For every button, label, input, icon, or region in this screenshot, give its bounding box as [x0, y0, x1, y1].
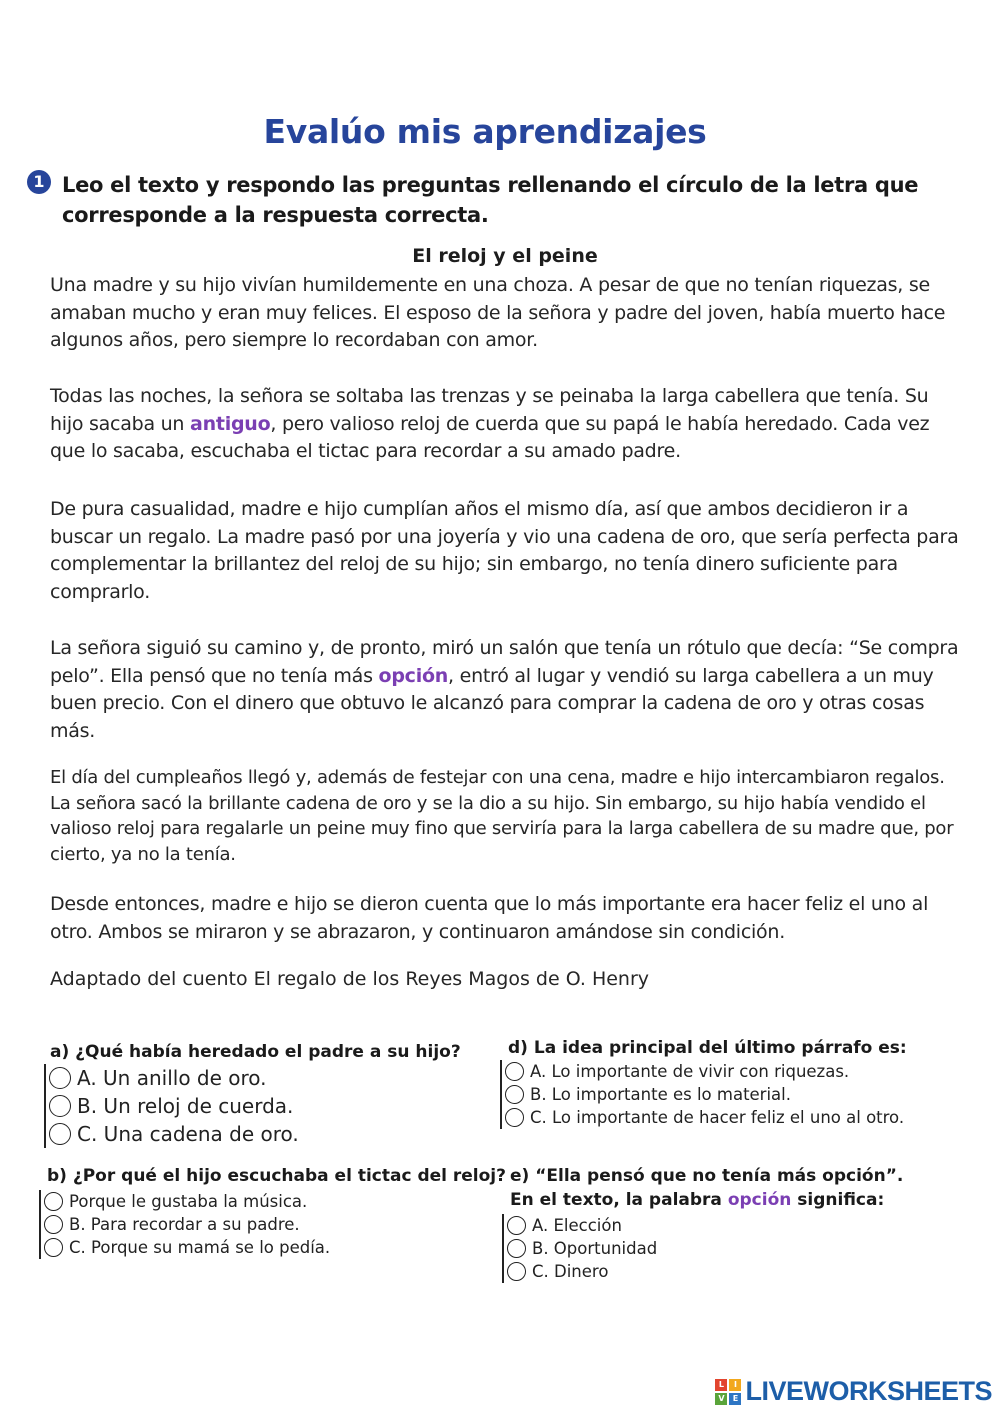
question-b-options	[39, 1190, 506, 1259]
logo-letter: E	[729, 1393, 741, 1405]
question-a-option-a[interactable]	[46, 1064, 461, 1092]
radio-circle[interactable]	[505, 1108, 524, 1127]
question-d-option-b[interactable]	[502, 1083, 907, 1106]
radio-circle[interactable]	[505, 1062, 524, 1081]
question-a-title: a) ¿Qué había heredado el padre a su hijo?	[50, 1042, 461, 1062]
option-label: A. Elección	[532, 1216, 622, 1235]
liveworksheets-watermark	[715, 1376, 992, 1407]
story-paragraph-2	[50, 383, 965, 466]
question-a-options	[44, 1064, 461, 1148]
radio-circle[interactable]	[49, 1067, 71, 1089]
question-e-option-b[interactable]	[504, 1237, 903, 1260]
option-label: Porque le gustaba la música.	[69, 1192, 308, 1211]
question-d-title: d) La idea principal del último párrafo es:	[508, 1038, 907, 1058]
story-paragraph-3: De pura casualidad, madre e hijo cumplían años el mismo día, así que ambos decidieron ir a buscar un regalo. La madre pasó por una joyería y vio una cadena de oro, que sería perfecta para complementar la brillantez del reloj de su hijo; sin embargo, no tenía dinero suficiente para comprarlo.	[50, 498, 959, 603]
logo-letter: I	[729, 1379, 741, 1391]
question-b-title: b) ¿Por qué el hijo escuchaba el tictac del reloj?	[47, 1166, 506, 1186]
paragraph-text: Todas las noches, la señora se soltaba las trenzas y se peinaba la larga cabellera que tenía. Su hijo sacaba un	[50, 385, 929, 435]
story-paragraph-6: Desde entonces, madre e hijo se dieron cuenta que lo más importante era hacer feliz el uno al otro. Ambos se miraron y se abrazaron, y continuaron amándose sin condición.	[50, 893, 929, 943]
radio-circle[interactable]	[44, 1238, 63, 1257]
instruction-number-badge: 1	[27, 170, 51, 194]
highlighted-word-antiguo: antiguo	[190, 412, 271, 435]
story-title: El reloj y el peine	[412, 245, 598, 267]
option-label: B. Oportunidad	[532, 1239, 658, 1258]
radio-circle[interactable]	[507, 1239, 526, 1258]
highlighted-word-opcion: opción	[727, 1190, 792, 1210]
paragraph-text: , pero valioso reloj de cuerda que su papá le había heredado. Cada vez que lo sacaba, escuchaba el tictac para recordar a su amado padre.	[50, 412, 930, 462]
question-a-option-c[interactable]	[46, 1120, 461, 1148]
story-source: Adaptado del cuento El regalo de los Reyes Magos de O. Henry	[50, 968, 650, 990]
question-d	[508, 1036, 907, 1129]
question-e-option-c[interactable]	[504, 1260, 903, 1283]
story-paragraph-4	[50, 635, 965, 745]
question-b-option-c[interactable]	[41, 1236, 506, 1259]
question-b	[47, 1164, 506, 1259]
option-label: C. Porque su mamá se lo pedía.	[69, 1238, 331, 1257]
instruction-text: Leo el texto y respondo las preguntas rellenando el círculo de la letra que corresponde a la respuesta correcta.	[62, 173, 919, 227]
option-label: B. Para recordar a su padre.	[69, 1215, 300, 1234]
paragraph-text: La señora siguió su camino y, de pronto, miró un salón que tenía un rótulo que decía: “Se compra pelo”. Ella pensó que no tenía más	[50, 637, 959, 687]
question-b-option-b[interactable]	[41, 1213, 506, 1236]
option-label: C. Dinero	[532, 1262, 609, 1281]
radio-circle[interactable]	[507, 1216, 526, 1235]
question-d-option-a[interactable]	[502, 1060, 907, 1083]
liveworksheets-brand: LIVEWORKSHEETS	[745, 1376, 992, 1406]
question-a-option-b[interactable]	[46, 1092, 461, 1120]
paragraph-text: , entró al lugar y vendió su larga cabellera a un muy buen precio. Con el dinero que obtuvo le alcanzó para comprar la cadena de oro y otras cosas más.	[50, 664, 934, 742]
option-label: B. Un reloj de cuerda.	[77, 1094, 294, 1118]
question-e-options	[502, 1214, 903, 1283]
story-paragraph-5: El día del cumpleaños llegó y, además de festejar con una cena, madre e hijo intercambiaron regalos. La señora sacó la brillante cadena de oro y se la dio a su hijo. Sin embargo, su hijo había vendido el valioso reloj para regalarle un peine muy fino que serviría para la larga cabellera de su madre que, por cierto, ya no la tenía.	[50, 767, 954, 865]
highlighted-word-opcion: opción	[378, 664, 449, 687]
question-text: significa:	[791, 1190, 885, 1210]
logo-letter: L	[715, 1379, 727, 1391]
radio-circle[interactable]	[44, 1215, 63, 1234]
story-paragraph-1: Una madre y su hijo vivían humildemente en una choza. A pesar de que no tenían riquezas, se amaban mucho y eran muy felices. El esposo de la señora y padre del joven, había muerto hace algunos años, pero siempre lo recordaban con amor.	[50, 274, 946, 351]
liveworksheets-logo-icon	[715, 1379, 741, 1405]
question-e-subtitle	[510, 1188, 903, 1212]
question-d-options	[500, 1060, 907, 1129]
option-label: A. Lo importante de vivir con riquezas.	[530, 1062, 850, 1081]
question-e	[510, 1164, 903, 1283]
option-label: A. Un anillo de oro.	[77, 1066, 267, 1090]
radio-circle[interactable]	[44, 1192, 63, 1211]
question-a	[50, 1040, 461, 1148]
radio-circle[interactable]	[49, 1095, 71, 1117]
option-label: C. Una cadena de oro.	[77, 1122, 299, 1146]
question-e-option-a[interactable]	[504, 1214, 903, 1237]
question-b-option-a[interactable]	[41, 1190, 506, 1213]
option-label: B. Lo importante es lo material.	[530, 1085, 791, 1104]
radio-circle[interactable]	[507, 1262, 526, 1281]
radio-circle[interactable]	[49, 1123, 71, 1145]
option-label: C. Lo importante de hacer feliz el uno al otro.	[530, 1108, 905, 1127]
question-d-option-c[interactable]	[502, 1106, 907, 1129]
radio-circle[interactable]	[505, 1085, 524, 1104]
question-e-title: e) “Ella pensó que no tenía más opción”.	[510, 1166, 904, 1186]
question-text: En el texto, la palabra	[510, 1190, 728, 1210]
page-title: Evalúo mis aprendizajes	[263, 112, 707, 151]
logo-letter: V	[715, 1393, 727, 1405]
